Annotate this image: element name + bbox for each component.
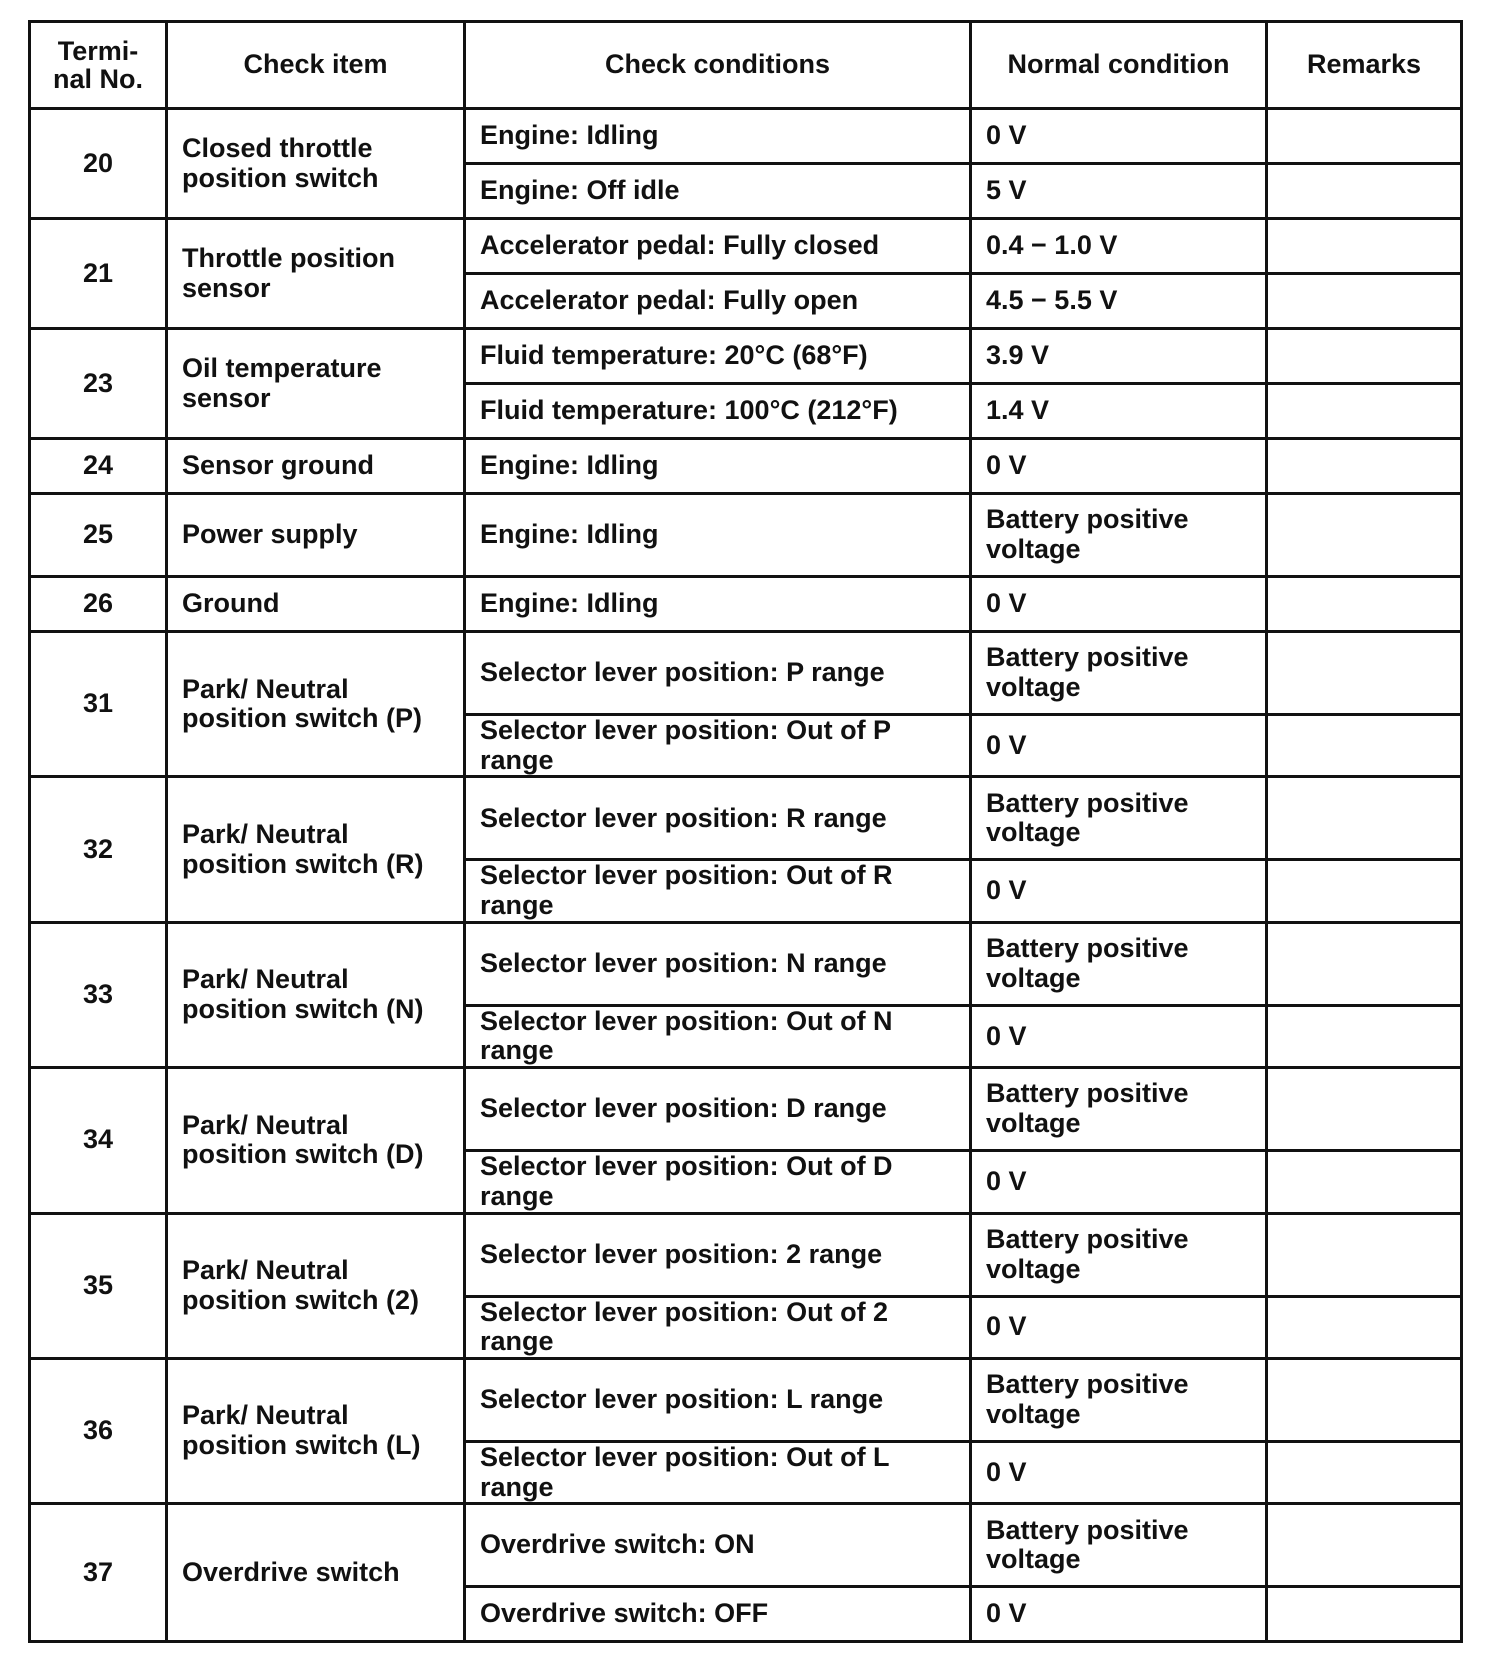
remarks-cell [1267,1587,1462,1642]
normal-condition: 0 V [971,860,1267,922]
remarks-cell [1267,1504,1462,1587]
remarks-cell [1267,1358,1462,1441]
normal-condition: 0 V [971,577,1267,632]
check-condition: Accelerator pedal: Fully closed [465,219,971,274]
check-condition: Fluid temperature: 20°C (68°F) [465,329,971,384]
check-condition: Engine: Idling [465,494,971,577]
table-row [30,1068,1462,1151]
normal-condition: 1.4 V [971,384,1267,439]
check-condition: Selector lever position: 2 range [465,1213,971,1296]
normal-condition: 0 V [971,1441,1267,1503]
remarks-cell [1267,632,1462,715]
terminal-check-table [28,20,1463,1643]
table-row [30,439,1462,494]
remarks-cell [1267,439,1462,494]
normal-condition: 0 V [971,109,1267,164]
terminal-number: 35 [30,1213,167,1358]
header-check-item: Check item [167,22,465,109]
remarks-cell [1267,1213,1462,1296]
check-item: Oil temperature sensor [167,329,465,439]
header-normal-condition: Normal condition [971,22,1267,109]
normal-condition: 0 V [971,715,1267,777]
remarks-cell [1267,577,1462,632]
normal-condition: 0 V [971,1005,1267,1067]
table-row [30,1358,1462,1441]
header-remarks: Remarks [1267,22,1462,109]
check-condition: Fluid temperature: 100°C (212°F) [465,384,971,439]
normal-condition: Battery positive voltage [971,1068,1267,1151]
check-condition: Engine: Off idle [465,164,971,219]
check-condition: Selector lever position: Out of L range [465,1441,971,1503]
table-row [30,109,1462,164]
check-item: Ground [167,577,465,632]
check-condition: Selector lever position: Out of N range [465,1005,971,1067]
terminal-number: 21 [30,219,167,329]
check-item: Throttle position sensor [167,219,465,329]
normal-condition: 5 V [971,164,1267,219]
check-item: Sensor ground [167,439,465,494]
check-condition: Selector lever position: L range [465,1358,971,1441]
remarks-cell [1267,1151,1462,1213]
remarks-cell [1267,384,1462,439]
check-condition: Selector lever position: Out of D range [465,1151,971,1213]
table-row [30,1213,1462,1296]
remarks-cell [1267,1296,1462,1358]
remarks-cell [1267,860,1462,922]
normal-condition: Battery positive voltage [971,777,1267,860]
check-condition: Engine: Idling [465,109,971,164]
remarks-cell [1267,922,1462,1005]
table-row [30,1504,1462,1587]
remarks-cell [1267,715,1462,777]
terminal-number: 33 [30,922,167,1067]
check-item: Park/ Neutral position switch (R) [167,777,465,922]
check-condition: Engine: Idling [465,577,971,632]
normal-condition: Battery positive voltage [971,632,1267,715]
normal-condition: 0 V [971,439,1267,494]
table-row [30,777,1462,860]
terminal-number: 24 [30,439,167,494]
header-check-conditions: Check conditions [465,22,971,109]
check-condition: Engine: Idling [465,439,971,494]
check-condition: Accelerator pedal: Fully open [465,274,971,329]
check-item: Closed throttle position switch [167,109,465,219]
table-row [30,329,1462,384]
normal-condition: Battery positive voltage [971,1358,1267,1441]
normal-condition: Battery positive voltage [971,922,1267,1005]
terminal-number: 32 [30,777,167,922]
table-row [30,494,1462,577]
normal-condition: 0 V [971,1151,1267,1213]
terminal-number: 34 [30,1068,167,1213]
remarks-cell [1267,219,1462,274]
check-item: Park/ Neutral position switch (D) [167,1068,465,1213]
check-condition: Selector lever position: Out of P range [465,715,971,777]
remarks-cell [1267,1068,1462,1151]
check-item: Park/ Neutral position switch (N) [167,922,465,1067]
terminal-number: 36 [30,1358,167,1503]
check-item: Park/ Neutral position switch (2) [167,1213,465,1358]
check-condition: Overdrive switch: ON [465,1504,971,1587]
header-terminal: Termi- nal No. [30,22,167,109]
normal-condition: 0.4 − 1.0 V [971,219,1267,274]
check-condition: Selector lever position: D range [465,1068,971,1151]
remarks-cell [1267,274,1462,329]
check-condition: Selector lever position: N range [465,922,971,1005]
normal-condition: Battery positive voltage [971,1504,1267,1587]
remarks-cell [1267,329,1462,384]
check-item: Overdrive switch [167,1504,465,1642]
terminal-number: 26 [30,577,167,632]
check-condition: Selector lever position: Out of 2 range [465,1296,971,1358]
remarks-cell [1267,1005,1462,1067]
normal-condition: 4.5 − 5.5 V [971,274,1267,329]
terminal-number: 25 [30,494,167,577]
check-condition: Selector lever position: P range [465,632,971,715]
terminal-number: 23 [30,329,167,439]
spec-sheet [28,20,1460,1643]
table-body [30,109,1462,1642]
table-row [30,632,1462,715]
normal-condition: Battery positive voltage [971,1213,1267,1296]
table-row [30,219,1462,274]
remarks-cell [1267,109,1462,164]
header-row [30,22,1462,109]
normal-condition: Battery positive voltage [971,494,1267,577]
normal-condition: 3.9 V [971,329,1267,384]
check-item: Park/ Neutral position switch (L) [167,1358,465,1503]
check-condition: Selector lever position: Out of R range [465,860,971,922]
check-item: Power supply [167,494,465,577]
remarks-cell [1267,777,1462,860]
remarks-cell [1267,1441,1462,1503]
remarks-cell [1267,164,1462,219]
table-row [30,922,1462,1005]
terminal-number: 31 [30,632,167,777]
check-item: Park/ Neutral position switch (P) [167,632,465,777]
normal-condition: 0 V [971,1587,1267,1642]
normal-condition: 0 V [971,1296,1267,1358]
check-condition: Overdrive switch: OFF [465,1587,971,1642]
terminal-number: 37 [30,1504,167,1642]
check-condition: Selector lever position: R range [465,777,971,860]
remarks-cell [1267,494,1462,577]
table-row [30,577,1462,632]
terminal-number: 20 [30,109,167,219]
